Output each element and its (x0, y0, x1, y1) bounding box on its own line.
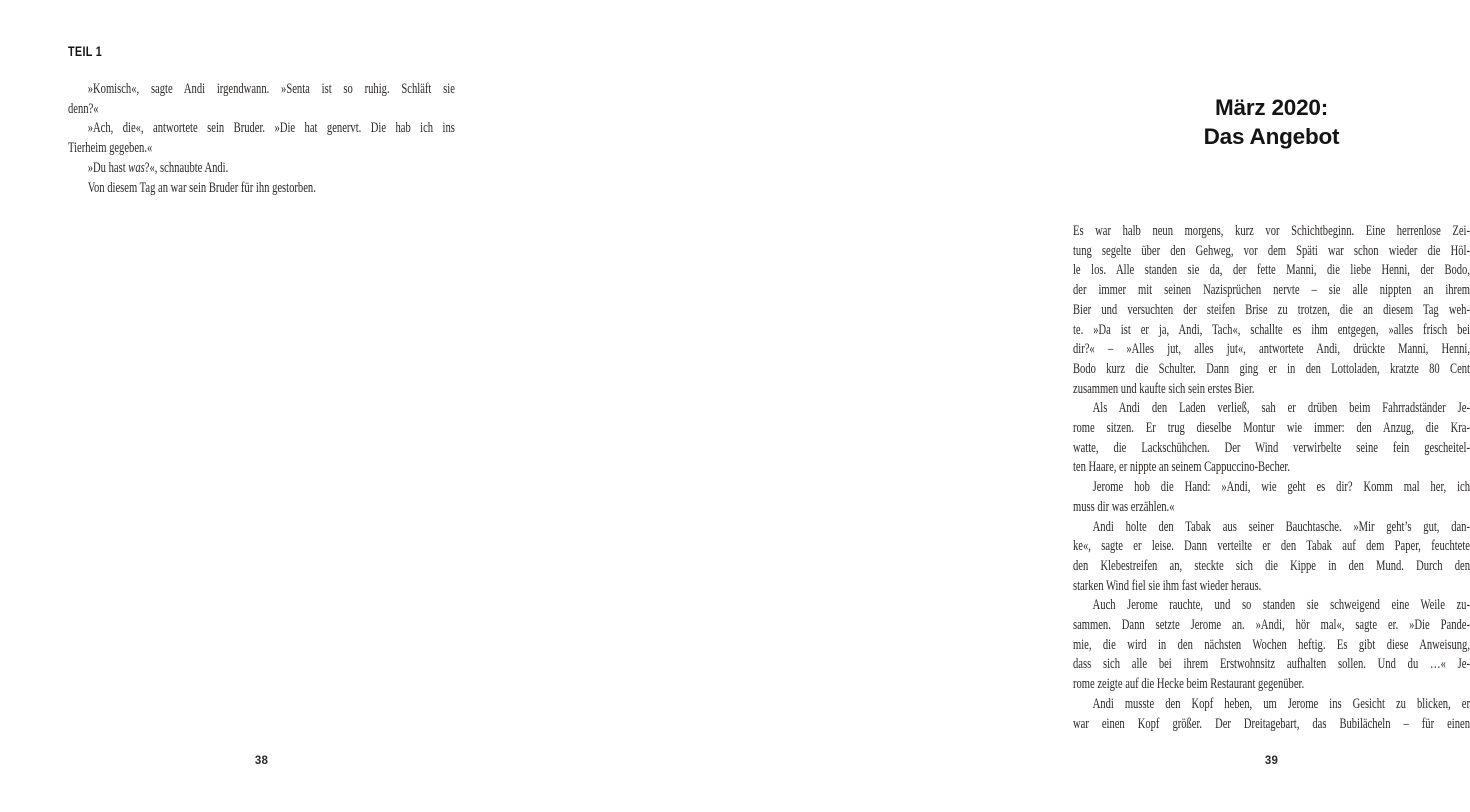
text-line: Auch Jerome rauchte, und so standen sie schweigend eine Weile zu- (1092, 597, 1470, 614)
text-line: Von diesem Tag an war sein Bruder für ihn gestorben. (87, 179, 316, 196)
left-page (0, 0, 510, 812)
chapter-heading-line1: März 2020: (1214, 95, 1329, 120)
right-page (510, 0, 1470, 812)
text-line: tung segelte über den Gehweg, vor dem Späti war schon wieder die Höl- (1073, 242, 1470, 259)
text-line: denn?« (68, 100, 99, 117)
text-line: den Klebestreifen an, steckte sich die Kippe in den Mund. Durch den (1073, 557, 1470, 574)
text-line: Bier und versuchten der steifen Brise zu trotzen, die an diesem Tag weh- (1073, 301, 1470, 318)
text-line: Es war halb neun morgens, kurz vor Schichtbeginn. Eine herrenlose Zei- (1073, 223, 1470, 239)
text-line: Bodo kurz die Schulter. Dann ging er in den Lottoladen, kratzte 80 Cent (1073, 360, 1470, 377)
chapter-heading (1073, 93, 1470, 151)
page-number-right: 39 (1264, 755, 1279, 767)
left-text-block (68, 80, 455, 198)
text-line: Tierheim gegeben.« (68, 140, 153, 157)
text-line: dir?« – »Alles jut, alles jut«, antwortete Andi, drückte Manni, Henni, (1073, 341, 1470, 358)
text-line: Als Andi den Laden verließ, sah er drüben beim Fahrradständer Je- (1092, 400, 1470, 417)
section-header: TEIL 1 (68, 44, 103, 59)
text-line: zusammen und kaufte sich sein erstes Bier. (1073, 380, 1255, 397)
text-line: watte, die Lackschühchen. Der Wind verwirbelte seine fein gescheitel- (1073, 439, 1470, 456)
text-line: muss dir was erzählen.« (1073, 498, 1175, 515)
text-line: dass sich alle bei ihrem Erstwohnsitz aufhalten sollen. Und du …« Je- (1073, 656, 1470, 673)
text-line: »Komisch«, sagte Andi irgendwann. »Senta ist so ruhig. Schläft sie (87, 81, 455, 97)
right-text-block (1073, 222, 1470, 734)
text-line: le los. Alle standen sie da, der fette Manni, die liebe Henni, der Bodo, (1073, 262, 1470, 279)
page-number-left: 38 (254, 755, 269, 767)
text-line: te. »Da ist er ja, Andi, Tach«, schallte es ihm entgegen, »alles frisch bei (1073, 321, 1470, 338)
text-line: Jerome hob die Hand: »Andi, wie geht es dir? Komm mal her, ich (1092, 479, 1470, 496)
text-line: Andi holte den Tabak aus seiner Bauchtasche. »Mir geht’s gut, dan- (1092, 518, 1470, 535)
text-line: rome zeigte auf die Hecke beim Restaurant gegenüber. (1073, 676, 1305, 693)
text-line: »Ach, die«, antwortete sein Bruder. »Die hat genervt. Die hab ich ins (87, 120, 455, 137)
text-line: war einen Kopf größer. Der Dreitagebart, das Bubilächeln – für einen (1073, 715, 1470, 732)
text-line: sammen. Dann setzte Jerome an. »Andi, hör mal«, sagte er. »Die Pande- (1073, 617, 1470, 634)
chapter-heading-line2: Das Angebot (1203, 124, 1340, 149)
text-line: starken Wind fiel sie ihm fast wieder heraus. (1073, 577, 1262, 594)
text-line: der immer mit seinen Nazisprüchen nervte – sie alle nippten an ihrem (1073, 282, 1470, 299)
text-line: Andi musste den Kopf heben, um Jerome ins Gesicht zu blicken, er (1092, 695, 1470, 712)
text-line: ke«, sagte er leise. Dann verteilte er den Tabak auf dem Paper, feuchtete (1073, 538, 1470, 555)
text-line: rome sitzen. Er trug dieselbe Montur wie immer: den Anzug, die Kra- (1073, 420, 1470, 437)
text-line: »Du hast was?«, schnaubte Andi. (87, 159, 229, 176)
text-line: ten Haare, er nippte an seinem Cappuccino-Becher. (1073, 459, 1291, 476)
text-line: mie, die wird in den nächsten Wochen heftig. Es gibt diese Anweisung, (1073, 636, 1470, 653)
